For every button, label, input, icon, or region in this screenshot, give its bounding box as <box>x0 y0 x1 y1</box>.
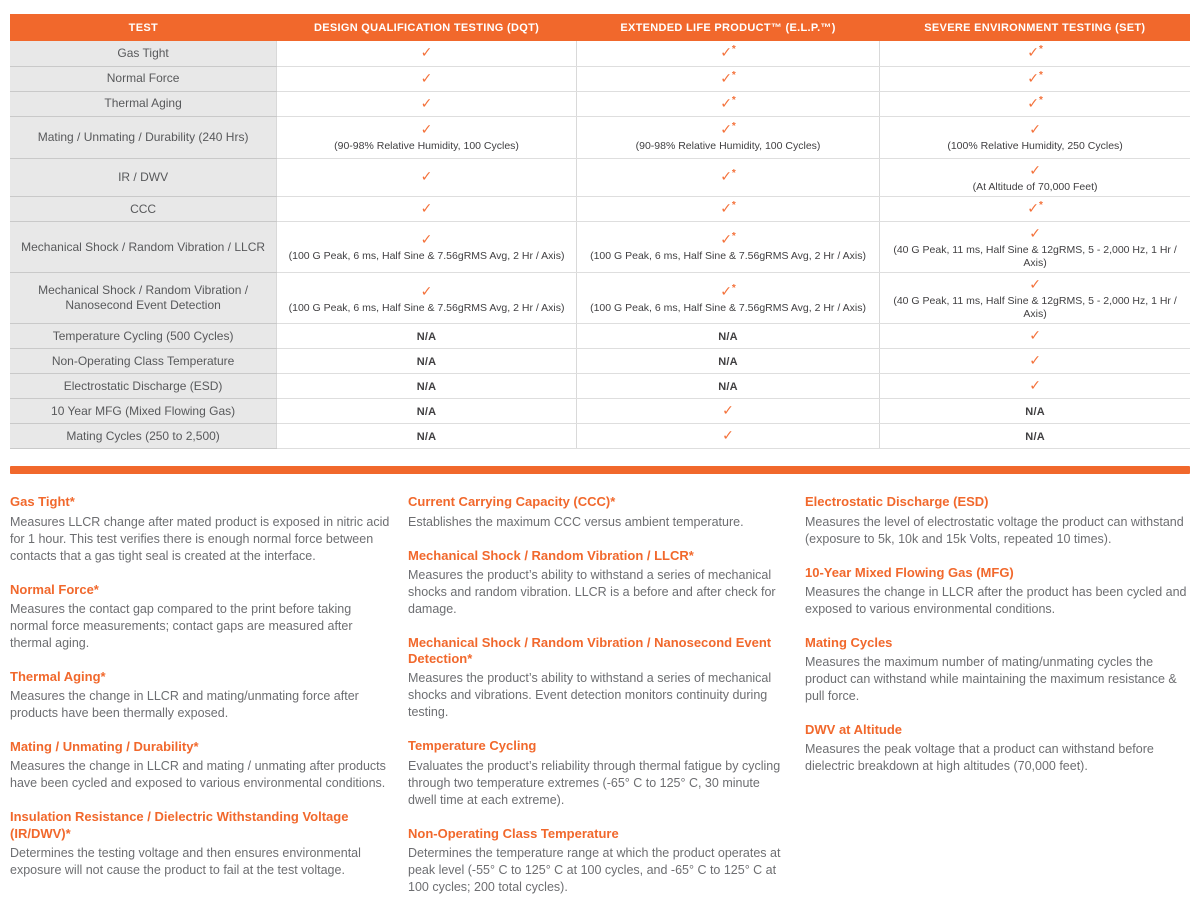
check-icon: ✓ <box>720 282 732 299</box>
check-icon: ✓ <box>720 69 732 86</box>
definition-body: Establishes the maximum CCC versus ambient temperature. <box>408 514 744 529</box>
testing-comparison-table <box>10 14 1190 449</box>
result-cell <box>277 399 577 424</box>
definition-block <box>408 635 789 722</box>
table-row <box>10 158 1190 197</box>
definition-body: Measures the product’s ability to withstand a series of mechanical shocks and vibrations. Event detection monitors continuity during testing. <box>408 671 772 720</box>
result-cell <box>576 324 879 349</box>
definition-title: Electrostatic Discharge (ESD) <box>805 494 989 510</box>
check-icon: ✓ <box>420 282 433 299</box>
check-icon: ✓ <box>720 44 732 61</box>
asterisk-icon: * <box>731 69 736 81</box>
asterisk-icon: * <box>731 282 736 294</box>
definition-body: Measures the product’s ability to withstand a series of mechanical shocks and random vibration. LLCR is a before and after check for damage. <box>408 567 776 616</box>
result-cell <box>576 424 879 449</box>
condition-note: (100% Relative Humidity, 250 Cycles) <box>947 140 1123 153</box>
table-row <box>10 349 1190 374</box>
check-icon: ✓ <box>420 121 433 138</box>
table-row <box>10 374 1190 399</box>
definition-block <box>408 548 789 618</box>
asterisk-icon: * <box>731 44 736 56</box>
result-cell <box>880 91 1190 116</box>
asterisk-icon: * <box>1038 94 1043 106</box>
asterisk-icon: * <box>1038 200 1043 212</box>
result-cell <box>576 91 879 116</box>
definition-block <box>805 635 1190 705</box>
check-icon: ✓ <box>420 44 433 61</box>
result-cell <box>880 399 1190 424</box>
test-name-cell: Thermal Aging <box>10 91 277 116</box>
asterisk-icon: * <box>731 94 736 106</box>
check-icon: ✓ <box>1029 161 1041 178</box>
check-icon: ✓ <box>722 402 734 419</box>
test-name-cell: Mechanical Shock / Random Vibration / LLCR <box>10 222 277 273</box>
check-icon: ✓ <box>722 427 734 444</box>
na-label: N/A <box>1025 431 1045 444</box>
check-icon: ✓ <box>1027 44 1039 61</box>
definitions-column <box>10 494 392 913</box>
result-cell <box>277 91 577 116</box>
definition-block <box>805 565 1190 618</box>
result-cell <box>880 116 1190 158</box>
na-label: N/A <box>416 381 437 394</box>
table-row <box>10 273 1190 324</box>
definition-body: Measures the change in LLCR after the product has been cycled and exposed to various environmental conditions. <box>805 584 1187 616</box>
table-row <box>10 197 1190 222</box>
result-cell <box>880 222 1190 273</box>
definition-block <box>408 738 789 808</box>
result-cell <box>277 324 577 349</box>
definition-title: Non-Operating Class Temperature <box>408 825 619 841</box>
check-icon: ✓ <box>1029 377 1041 394</box>
column-header-elp: EXTENDED LIFE PRODUCT™ (E.L.P.™) <box>576 14 879 41</box>
definition-block <box>408 826 789 896</box>
result-cell <box>576 222 879 273</box>
test-name-cell: Electrostatic Discharge (ESD) <box>10 374 277 399</box>
definition-title: Temperature Cycling <box>408 738 537 754</box>
definition-body: Measures LLCR change after mated product is exposed in nitric acid for 1 hour. This test verifies there is enough normal force between contacts that a gas tight seal is created at the interface. <box>10 514 390 563</box>
result-cell <box>880 158 1190 197</box>
definition-body: Measures the change in LLCR and mating / unmating after products have been cycled and exposed to various environmental conditions. <box>10 759 386 791</box>
definition-title: Thermal Aging* <box>10 668 106 684</box>
condition-note: (90-98% Relative Humidity, 100 Cycles) <box>635 140 821 153</box>
test-name-cell: CCC <box>10 197 277 222</box>
result-cell <box>576 66 879 91</box>
na-label: N/A <box>718 356 738 369</box>
definitions-column <box>805 494 1190 913</box>
asterisk-icon: * <box>731 200 736 212</box>
result-cell <box>277 273 577 324</box>
result-cell <box>576 399 879 424</box>
result-cell <box>277 197 577 222</box>
check-icon: ✓ <box>420 94 433 111</box>
na-label: N/A <box>1025 406 1045 419</box>
definitions-section <box>10 494 1190 913</box>
table-row <box>10 116 1190 158</box>
condition-note: (100 G Peak, 6 ms, Half Sine & 7.56gRMS Avg, 2 Hr / Axis) <box>288 301 565 314</box>
definition-body: Measures the peak voltage that a product can withstand before dielectric breakdown at high altitudes (70,000 feet). <box>805 742 1154 774</box>
column-header-test: TEST <box>10 14 277 41</box>
check-icon: ✓ <box>1029 327 1041 344</box>
table-row <box>10 66 1190 91</box>
result-cell <box>576 349 879 374</box>
condition-note: (90-98% Relative Humidity, 100 Cycles) <box>334 140 519 153</box>
test-name-cell: Mechanical Shock / Random Vibration / Nanosecond Event Detection <box>10 273 277 324</box>
check-icon: ✓ <box>1029 121 1041 138</box>
test-name-cell: Mating / Unmating / Durability (240 Hrs) <box>10 116 277 158</box>
definition-title: Mating / Unmating / Durability* <box>10 739 199 755</box>
result-cell <box>277 66 577 91</box>
check-icon: ✓ <box>420 168 433 185</box>
na-label: N/A <box>718 381 738 394</box>
asterisk-icon: * <box>1038 69 1043 81</box>
check-icon: ✓ <box>1027 94 1039 111</box>
result-cell <box>880 66 1190 91</box>
definition-body: Measures the level of electrostatic voltage the product can withstand (exposure to 5k, 10k and 15k Volts, repeated 10 times). <box>805 514 1184 546</box>
na-label: N/A <box>416 431 437 444</box>
check-icon: ✓ <box>720 168 732 185</box>
check-icon: ✓ <box>420 69 433 86</box>
check-icon: ✓ <box>420 231 433 248</box>
definition-block <box>805 722 1190 775</box>
result-cell <box>576 41 879 66</box>
check-icon: ✓ <box>1027 200 1039 217</box>
result-cell <box>880 273 1190 324</box>
definition-block <box>10 809 392 879</box>
definition-title: Mechanical Shock / Random Vibration / LLCR* <box>408 547 694 563</box>
result-cell <box>277 41 577 66</box>
check-icon: ✓ <box>720 94 732 111</box>
result-cell <box>880 41 1190 66</box>
section-divider <box>10 466 1190 474</box>
definition-body: Determines the temperature range at which the product operates at peak level (-55° C to 125° C at 100 cycles, and -65° C to 125° C at 100 cycles; 200 total cycles). <box>408 845 781 894</box>
table-row <box>10 424 1190 449</box>
definition-block <box>10 494 392 564</box>
na-label: N/A <box>416 406 437 419</box>
test-name-cell: Temperature Cycling (500 Cycles) <box>10 324 277 349</box>
condition-note: (100 G Peak, 6 ms, Half Sine & 7.56gRMS Avg, 2 Hr / Axis) <box>288 250 565 263</box>
definition-body: Measures the maximum number of mating/unmating cycles the product can withstand while maintaining the maximum resistance & pull force. <box>805 655 1177 704</box>
condition-note: (40 G Peak, 11 ms, Half Sine & 12gRMS, 5 - 2,000 Hz, 1 Hr / Axis) <box>893 244 1177 269</box>
check-icon: ✓ <box>1029 352 1041 369</box>
check-icon: ✓ <box>1027 69 1039 86</box>
test-name-cell: Mating Cycles (250 to 2,500) <box>10 424 277 449</box>
check-icon: ✓ <box>720 121 732 138</box>
definition-block <box>10 669 392 722</box>
test-name-cell: Non-Operating Class Temperature <box>10 349 277 374</box>
definition-body: Determines the testing voltage and then ensures environmental exposure will not cause the product to fail at the test voltage. <box>10 845 361 877</box>
definition-block <box>10 739 392 792</box>
definition-body: Measures the change in LLCR and mating/unmating force after products have been thermally exposed. <box>10 689 359 721</box>
asterisk-icon: * <box>731 168 736 180</box>
result-cell <box>277 349 577 374</box>
test-name-cell: Gas Tight <box>10 41 277 66</box>
test-name-cell: 10 Year MFG (Mixed Flowing Gas) <box>10 399 277 424</box>
condition-note: (100 G Peak, 6 ms, Half Sine & 7.56gRMS Avg, 2 Hr / Axis) <box>590 301 866 314</box>
table-body <box>10 41 1190 449</box>
check-icon: ✓ <box>720 231 732 248</box>
check-icon: ✓ <box>1029 276 1041 293</box>
definition-title: Mechanical Shock / Random Vibration / Nanosecond Event Detection* <box>408 634 772 667</box>
result-cell <box>880 349 1190 374</box>
table-row <box>10 324 1190 349</box>
asterisk-icon: * <box>731 121 736 133</box>
definition-title: Gas Tight* <box>10 494 75 510</box>
result-cell <box>277 222 577 273</box>
definition-title: Insulation Resistance / Dielectric Withstanding Voltage (IR/DWV)* <box>10 809 349 841</box>
test-name-cell: Normal Force <box>10 66 277 91</box>
result-cell <box>576 197 879 222</box>
result-cell <box>880 374 1190 399</box>
definition-title: 10-Year Mixed Flowing Gas (MFG) <box>805 564 1014 580</box>
result-cell <box>880 424 1190 449</box>
definition-body: Evaluates the product’s reliability through thermal fatigue by cycling through two temperature extremes (-65° C to 125° C, 30 minute dwell time at each extreme). <box>408 758 781 807</box>
condition-note: (At Altitude of 70,000 Feet) <box>972 180 1098 193</box>
column-header-dqt: DESIGN QUALIFICATION TESTING (DQT) <box>277 14 577 41</box>
definition-block <box>10 582 392 652</box>
definition-body: Measures the contact gap compared to the print before taking normal force measurements; contact gaps are measured after thermal aging. <box>10 601 353 650</box>
condition-note: (40 G Peak, 11 ms, Half Sine & 12gRMS, 5 - 2,000 Hz, 1 Hr / Axis) <box>893 295 1177 320</box>
na-label: N/A <box>416 331 437 344</box>
check-icon: ✓ <box>420 200 433 217</box>
definition-title: Current Carrying Capacity (CCC)* <box>408 494 616 510</box>
result-cell <box>576 374 879 399</box>
definition-title: Mating Cycles <box>805 634 893 650</box>
definition-block <box>805 494 1190 547</box>
definition-title: DWV at Altitude <box>805 722 903 738</box>
condition-note: (100 G Peak, 6 ms, Half Sine & 7.56gRMS Avg, 2 Hr / Axis) <box>590 250 866 263</box>
result-cell <box>277 158 577 197</box>
check-icon: ✓ <box>720 200 732 217</box>
check-icon: ✓ <box>1029 225 1041 242</box>
table-row <box>10 41 1190 66</box>
column-header-set: SEVERE ENVIRONMENT TESTING (SET) <box>880 14 1190 41</box>
asterisk-icon: * <box>1038 44 1043 56</box>
result-cell <box>277 424 577 449</box>
result-cell <box>880 324 1190 349</box>
result-cell <box>576 273 879 324</box>
result-cell <box>576 158 879 197</box>
na-label: N/A <box>718 331 738 344</box>
na-label: N/A <box>416 356 437 369</box>
definition-title: Normal Force* <box>10 581 99 597</box>
definition-block <box>408 494 789 530</box>
table-row <box>10 399 1190 424</box>
test-name-cell: IR / DWV <box>10 158 277 197</box>
result-cell <box>880 197 1190 222</box>
result-cell <box>576 116 879 158</box>
definitions-column <box>408 494 789 913</box>
asterisk-icon: * <box>731 231 736 243</box>
result-cell <box>277 374 577 399</box>
result-cell <box>277 116 577 158</box>
table-row <box>10 91 1190 116</box>
table-row <box>10 222 1190 273</box>
table-header-row <box>10 14 1190 41</box>
